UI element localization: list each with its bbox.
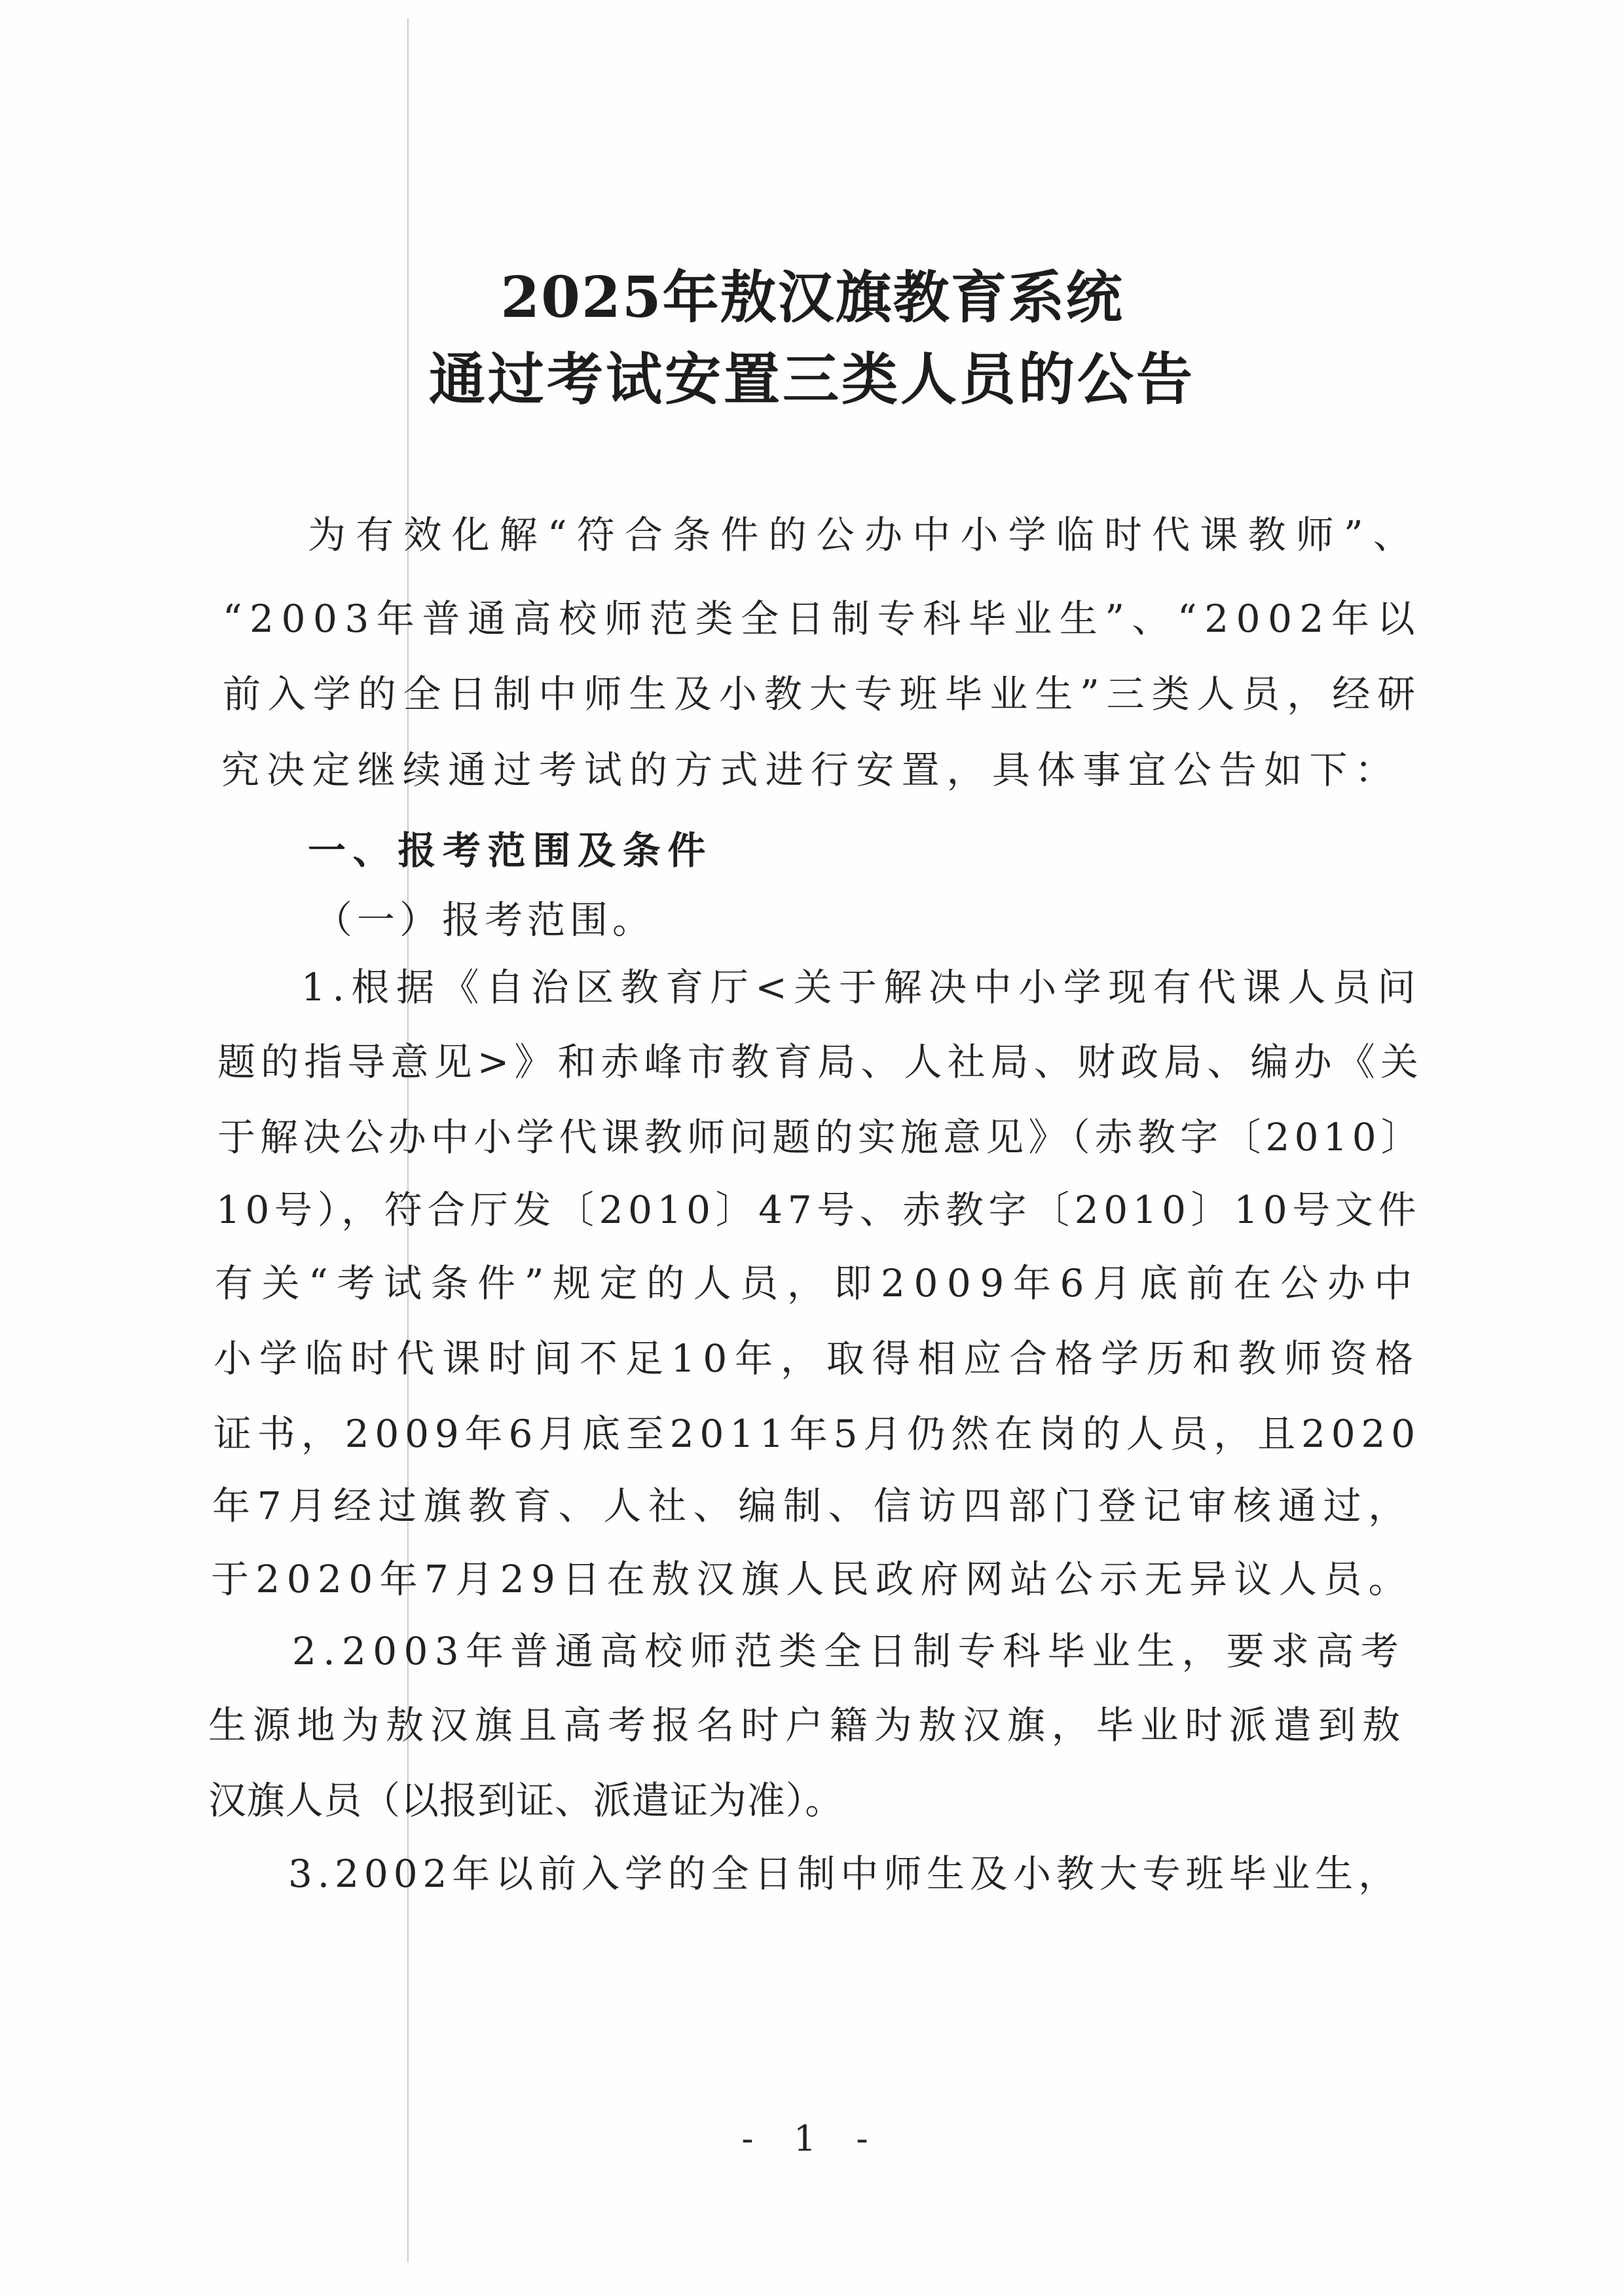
body-line: 小学临时代课时间不足10年，取得相应合格学历和教师资格 xyxy=(213,1336,1421,1381)
body-line: 究决定继续通过考试的方式进行安置，具体事宜公告如下： xyxy=(221,748,1400,792)
page-number: - 1 - xyxy=(741,2118,883,2159)
body-line: 2.2003年普通高校师范类全日制专科毕业生，要求高考 xyxy=(292,1629,1405,1673)
body-line: 3.2002年以前入学的全日制中师生及小教大专班毕业生， xyxy=(288,1851,1401,1896)
body-line: “2003年普通高校师范类全日制专科毕业生”、“2002年以 xyxy=(223,596,1422,641)
body-line: 为有效化解“符合条件的公办中小学临时代课教师”、 xyxy=(308,513,1421,557)
body-line: 汉旗人员（以报到证、派遣证为准）。 xyxy=(208,1778,843,1823)
body-line: 有关“考试条件”规定的人员，即2009年6月底前在公办中 xyxy=(215,1261,1421,1305)
body-line: 前入学的全日制中师生及小教大专班毕业生”三类人员，经研 xyxy=(223,672,1422,716)
body-line: 生源地为敖汉旗且高考报名时户籍为敖汉旗，毕业时派遣到敖 xyxy=(208,1703,1407,1747)
body-line: 证书，2009年6月底至2011年5月仍然在岗的人员，且2020 xyxy=(213,1412,1421,1456)
document-title-line-1: 2025年敖汉旗教育系统 xyxy=(500,264,1124,331)
body-line: 年7月经过旗教育、人社、编制、信访四部门登记审核通过， xyxy=(212,1484,1413,1528)
subsection-heading: （一）报考范围。 xyxy=(314,898,655,942)
body-line: 于2020年7月29日在敖汉旗人民政府网站公示无异议人员。 xyxy=(211,1557,1413,1601)
body-line: 于解决公办中小学代课教师问题的实施意见》（赤教字〔2010〕 xyxy=(217,1115,1424,1159)
body-line: 10号），符合厅发〔2010〕47号、赤教字〔2010〕10号文件 xyxy=(216,1188,1421,1232)
section-heading: 一、报考范围及条件 xyxy=(308,828,712,873)
body-line: 1.根据《自治区教育厅<关于解决中小学现有代课人员问 xyxy=(301,965,1422,1010)
document-title-line-2: 通过考试安置三类人员的公告 xyxy=(429,346,1195,412)
body-line: 题的指导意见>》和赤峰市教育局、人社局、财政局、编办《关 xyxy=(217,1040,1424,1084)
